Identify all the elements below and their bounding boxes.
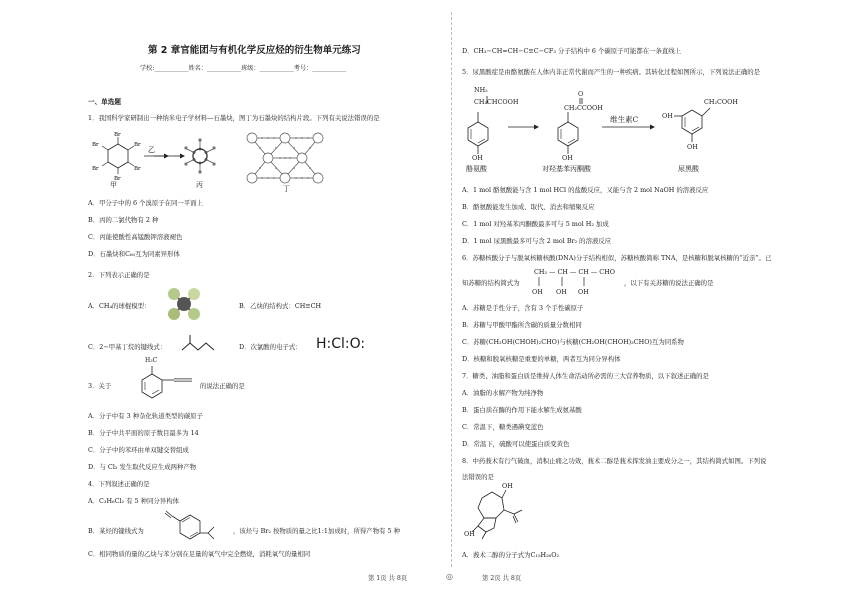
left-page xyxy=(88,0,438,600)
threose-oh-1: OH xyxy=(532,288,543,296)
q8-oh-bottom: OH xyxy=(464,530,475,538)
reagent-label: 维生素C xyxy=(610,115,639,124)
q4-option-c: C．相同物质的量的乙炔与苯分别在足量的氧气中完全燃烧，消耗氧气的量相同 xyxy=(88,550,311,558)
binding-mark: ◎ xyxy=(446,572,453,581)
q1-option-a: A．甲分子中的 6 个溴原子在同一平面上 xyxy=(88,199,203,207)
q6-option-b: B．苏糖与甲酸甲酯所含碳的质量分数相同 xyxy=(462,321,582,329)
q3-molecule xyxy=(128,357,204,402)
q5-option-b: B．酪氨酸能发生加成、取代、消去和缩聚反应 xyxy=(462,203,595,211)
threose-bonds xyxy=(534,276,614,292)
q3-option-d: D．与 Cl₂ 发生取代反应生成两种产物 xyxy=(88,463,197,471)
q3-option-b: B．分子中共平面的原子数目最多为 14 xyxy=(88,429,199,437)
q2-option-a: A．CH₄的球棍模型： xyxy=(88,302,151,310)
student-info-line: 学校:___________姓名：___________班级：___________考号：___________ xyxy=(140,65,347,72)
label-jia: 甲 xyxy=(110,181,117,189)
bromine-label-2: Br xyxy=(134,142,141,148)
pyruvic-sidechain: CH₂CCOOH xyxy=(564,104,603,112)
q8-stem2: 法错误的是 xyxy=(462,473,494,481)
q6-option-a: A．苏糖是手性分子，含有 3 个手性碳原子 xyxy=(462,304,584,312)
q5-option-a: A．1 mol 酪氨酸能与含 1 mol HCl 的盐酸反应，又能与含 2 mol NaOH 的溶液反应 xyxy=(462,186,709,194)
q1-option-d: D．石墨炔和C₆₀互为同素异形体 xyxy=(88,250,180,258)
q3-stem-post: 的说法正确的是 xyxy=(200,382,245,390)
page-footer-left: 第 1页 共 8页 xyxy=(368,575,408,582)
q6-option-d: D．核糖和脱氧核糖是重要的单糖，两者互为同分异构体 xyxy=(462,355,621,363)
methylbutane-skeletal xyxy=(180,334,216,356)
q4-hydrocarbon-skeletal xyxy=(154,509,234,543)
section-title: 一、单选题 xyxy=(88,98,121,106)
q1-stem: 1．我国科学家研制出一种纳米电子学材料—石墨炔，图丁为石墨炔的结构片段。下列有关说法错误的是 xyxy=(88,114,380,122)
hexabromobenzene-structure xyxy=(92,132,141,182)
bromine-label-5: Br xyxy=(92,166,99,172)
q6-stem: 6．苏糖核酸分子与脱氧核糖核酸(DNA)分子结构相似，苏糖核酸简称 TNA，是核糖和脱氧核糖的“近亲”。已 xyxy=(462,254,772,262)
homogentisic-acid-structure xyxy=(674,108,710,142)
page-divider xyxy=(451,12,452,567)
bromine-label-3: Br xyxy=(134,166,141,172)
ch4-ball-stick-model xyxy=(166,286,202,324)
q6-stem2-post: ，以下有关苏糖的说法正确的是 xyxy=(624,279,714,287)
page-footer-right: 第 2页 共 8页 xyxy=(482,575,522,582)
bromine-label-6: Br xyxy=(92,142,99,148)
q8-molecule xyxy=(462,484,532,544)
q7-option-a: A．油脂的水解产物为纯净物 xyxy=(462,389,544,397)
q2-stem: 2．下列表示正确的是 xyxy=(88,271,150,279)
q1-figure xyxy=(90,126,430,196)
q6-stem2-pre: 知苏糖的结构简式为 xyxy=(462,279,520,287)
q1-option-c: C．丙能使酸性高锰酸钾溶液褪色 xyxy=(88,233,183,241)
q2-option-d: D．次氯酸的电子式： xyxy=(239,343,302,351)
q7-option-d: D．常温下，硫酸可以使蛋白质变黄色 xyxy=(462,440,570,448)
label-bing: 丙 xyxy=(196,181,203,189)
label-hydroxyphenylpyruvic: 对羟基苯丙酮酸 xyxy=(542,165,591,173)
q5-reaction-scheme xyxy=(462,82,762,177)
q7-option-c: C．常温下，糖类遇碘变蓝色 xyxy=(462,423,544,431)
q4-option-d: D．CH₃−CH=CH−C≡C−CF₃ 分子结构中 6 个碳原子可能都在一条直线上 xyxy=(462,47,682,55)
right-page xyxy=(462,0,832,600)
threose-chain: CH₂ — CH — CH — CHO xyxy=(534,268,616,276)
label-homogentisic: 尿黑酸 xyxy=(678,165,699,173)
homogentisic-oh-bottom: OH xyxy=(687,143,698,151)
q8-option-a: A．莪术二醇的分子式为C₁₅H₂₆O₂ xyxy=(462,551,560,559)
q7-option-b: B．蛋白质在酶的作用下能水解生成氨基酸 xyxy=(462,406,582,414)
q3-stem-pre: 3．关于 xyxy=(88,382,112,390)
label-tyrosine: 酪氨酸 xyxy=(466,165,487,173)
q4-stem: 4．下列叙述正确的是 xyxy=(88,480,150,488)
h3c-label: H₃C xyxy=(145,357,158,364)
q5-option-d: D．1 mol 尿黑酸最多可与含 2 mol Br₂ 的溶液反应 xyxy=(462,237,612,245)
homogentisic-oh-left: OH xyxy=(662,112,673,120)
hclo-electron-formula: H:Cl:O: xyxy=(316,336,366,352)
q1-reaction-svg xyxy=(90,126,430,196)
q5-stem: 5．尿黑酸症是由酪氨酸在人体内非正常代谢而产生的一种疾病。其转化过程如图所示，下列说法正确的是 xyxy=(462,68,761,76)
label-ding: 丁 xyxy=(283,185,290,193)
q2-option-b: B．乙炔的结构式：CH≡CH xyxy=(239,302,322,310)
q8-stem: 8．中药莪术有行气破血，消积止痛之功效，莪术二醇是莪术挥发油主要成分之一，其结构简式如图。下列说 xyxy=(462,457,767,465)
q3-option-a: A．分子中有 3 种杂化轨道类型的碳原子 xyxy=(88,412,203,420)
threose-oh-2: OH xyxy=(556,288,567,296)
threose-oh-3: OH xyxy=(578,288,589,296)
q7-stem: 7．糖类、油脂和蛋白质是维持人体生命活动所必需的三大营养物质，以下叙述正确的是 xyxy=(462,372,709,380)
page-title: 第 2 章官能团与有机化学反应烃的衍生物单元练习 xyxy=(148,45,361,56)
nh2-label: NH₂ xyxy=(474,86,488,94)
bromine-label-4: Br xyxy=(114,176,121,182)
q6-option-c: C．苏糖(CH₂OH(CHOH)₂CHO)与核糖(CH₂OH(CHOH)₃CHO)互为同系物 xyxy=(462,338,684,346)
homogentisic-sidechain: CH₂COOH xyxy=(704,98,738,106)
q8-oh-top: OH xyxy=(502,482,513,490)
bromine-label-1: Br xyxy=(114,132,121,138)
tyrosine-oh: OH xyxy=(472,154,483,162)
tyrosine-sidechain: CH₂CHCOOH xyxy=(474,98,519,106)
q5-option-c: C．1 mol 对羟基苯丙酮酸最多可与 5 mol H₂ 加成 xyxy=(462,220,609,228)
q4-option-b-post: ，该烃与 Br₂ 按物质的量之比1:1加成时，所得产物有 5 种 xyxy=(233,527,400,535)
ketone-o: O xyxy=(578,90,584,98)
graphdiyne-network xyxy=(240,126,330,184)
q3-option-c: C．分子中的苯环由单双键交替组成 xyxy=(88,446,189,454)
q2-option-c: C．2−甲基丁烷的键线式： xyxy=(88,343,167,351)
q4-option-b-pre: B．某烃的键线式为 xyxy=(88,527,144,535)
q1-option-b: B．丙的二氯代物有 2 种 xyxy=(88,216,159,224)
arrow-label-yi: 乙 xyxy=(148,146,155,154)
q4-option-a: A．C₃H₆Cl₂ 有 5 种同分异构体 xyxy=(88,497,179,505)
pyruvic-oh: OH xyxy=(562,154,573,162)
bing-ball-model xyxy=(184,138,215,173)
